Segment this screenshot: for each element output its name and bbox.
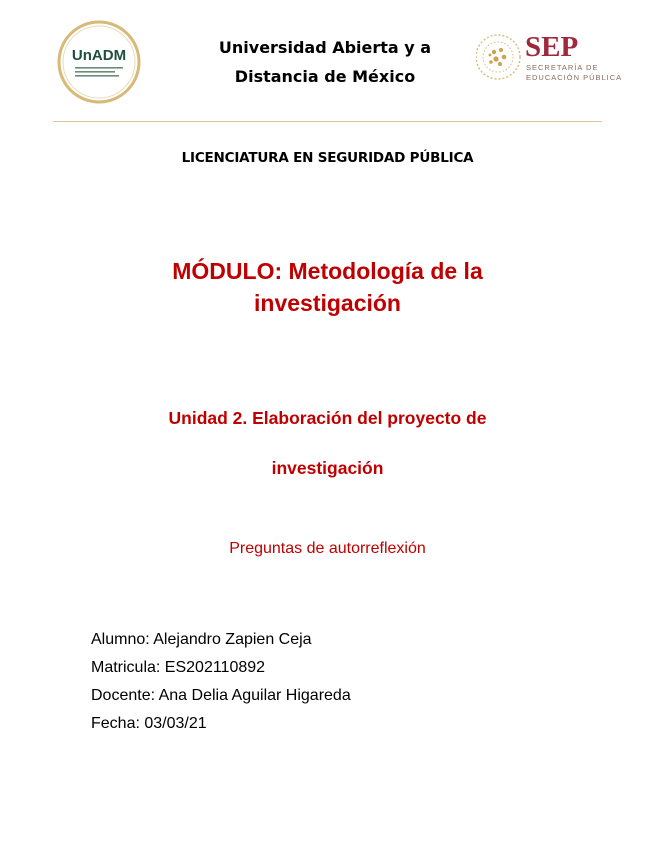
university-name bbox=[190, 33, 460, 91]
unadm-logo-label: UnADM bbox=[71, 47, 127, 64]
student-details bbox=[91, 626, 351, 738]
module-title-line1: MÓDULO: Metodología de la bbox=[172, 258, 483, 284]
sep-logo-label: SEP bbox=[525, 31, 579, 63]
unit-title-line1: Unidad 2. Elaboración del proyecto de bbox=[168, 408, 487, 428]
unit-title-line2: investigación bbox=[271, 458, 384, 478]
unadm-logo-icon bbox=[57, 20, 141, 104]
sep-logo-icon bbox=[476, 26, 626, 88]
module-title bbox=[120, 255, 535, 319]
unit-title bbox=[100, 393, 555, 493]
teacher-name: Docente: Ana Delia Aguilar Higareda bbox=[91, 687, 351, 704]
career-title: LICENCIATURA EN SEGURIDAD PÚBLICA bbox=[181, 150, 474, 166]
activity-title: Preguntas de autorreflexión bbox=[229, 540, 426, 557]
sep-subtitle-line1: SECRETARÍA DE bbox=[526, 63, 599, 72]
sep-subtitle-line2: EDUCACIÓN PÚBLICA bbox=[526, 73, 623, 82]
university-name-line2: Distancia de México bbox=[234, 67, 416, 86]
module-title-line2: investigación bbox=[254, 290, 401, 316]
student-name: Alumno: Alejandro Zapien Ceja bbox=[91, 631, 312, 648]
university-name-line1: Universidad Abierta y a bbox=[218, 38, 432, 57]
submission-date: Fecha: 03/03/21 bbox=[91, 715, 207, 732]
header-divider bbox=[53, 121, 602, 122]
student-id: Matricula: ES202110892 bbox=[91, 659, 266, 676]
mexican-eagle-emblem-icon bbox=[476, 35, 520, 79]
